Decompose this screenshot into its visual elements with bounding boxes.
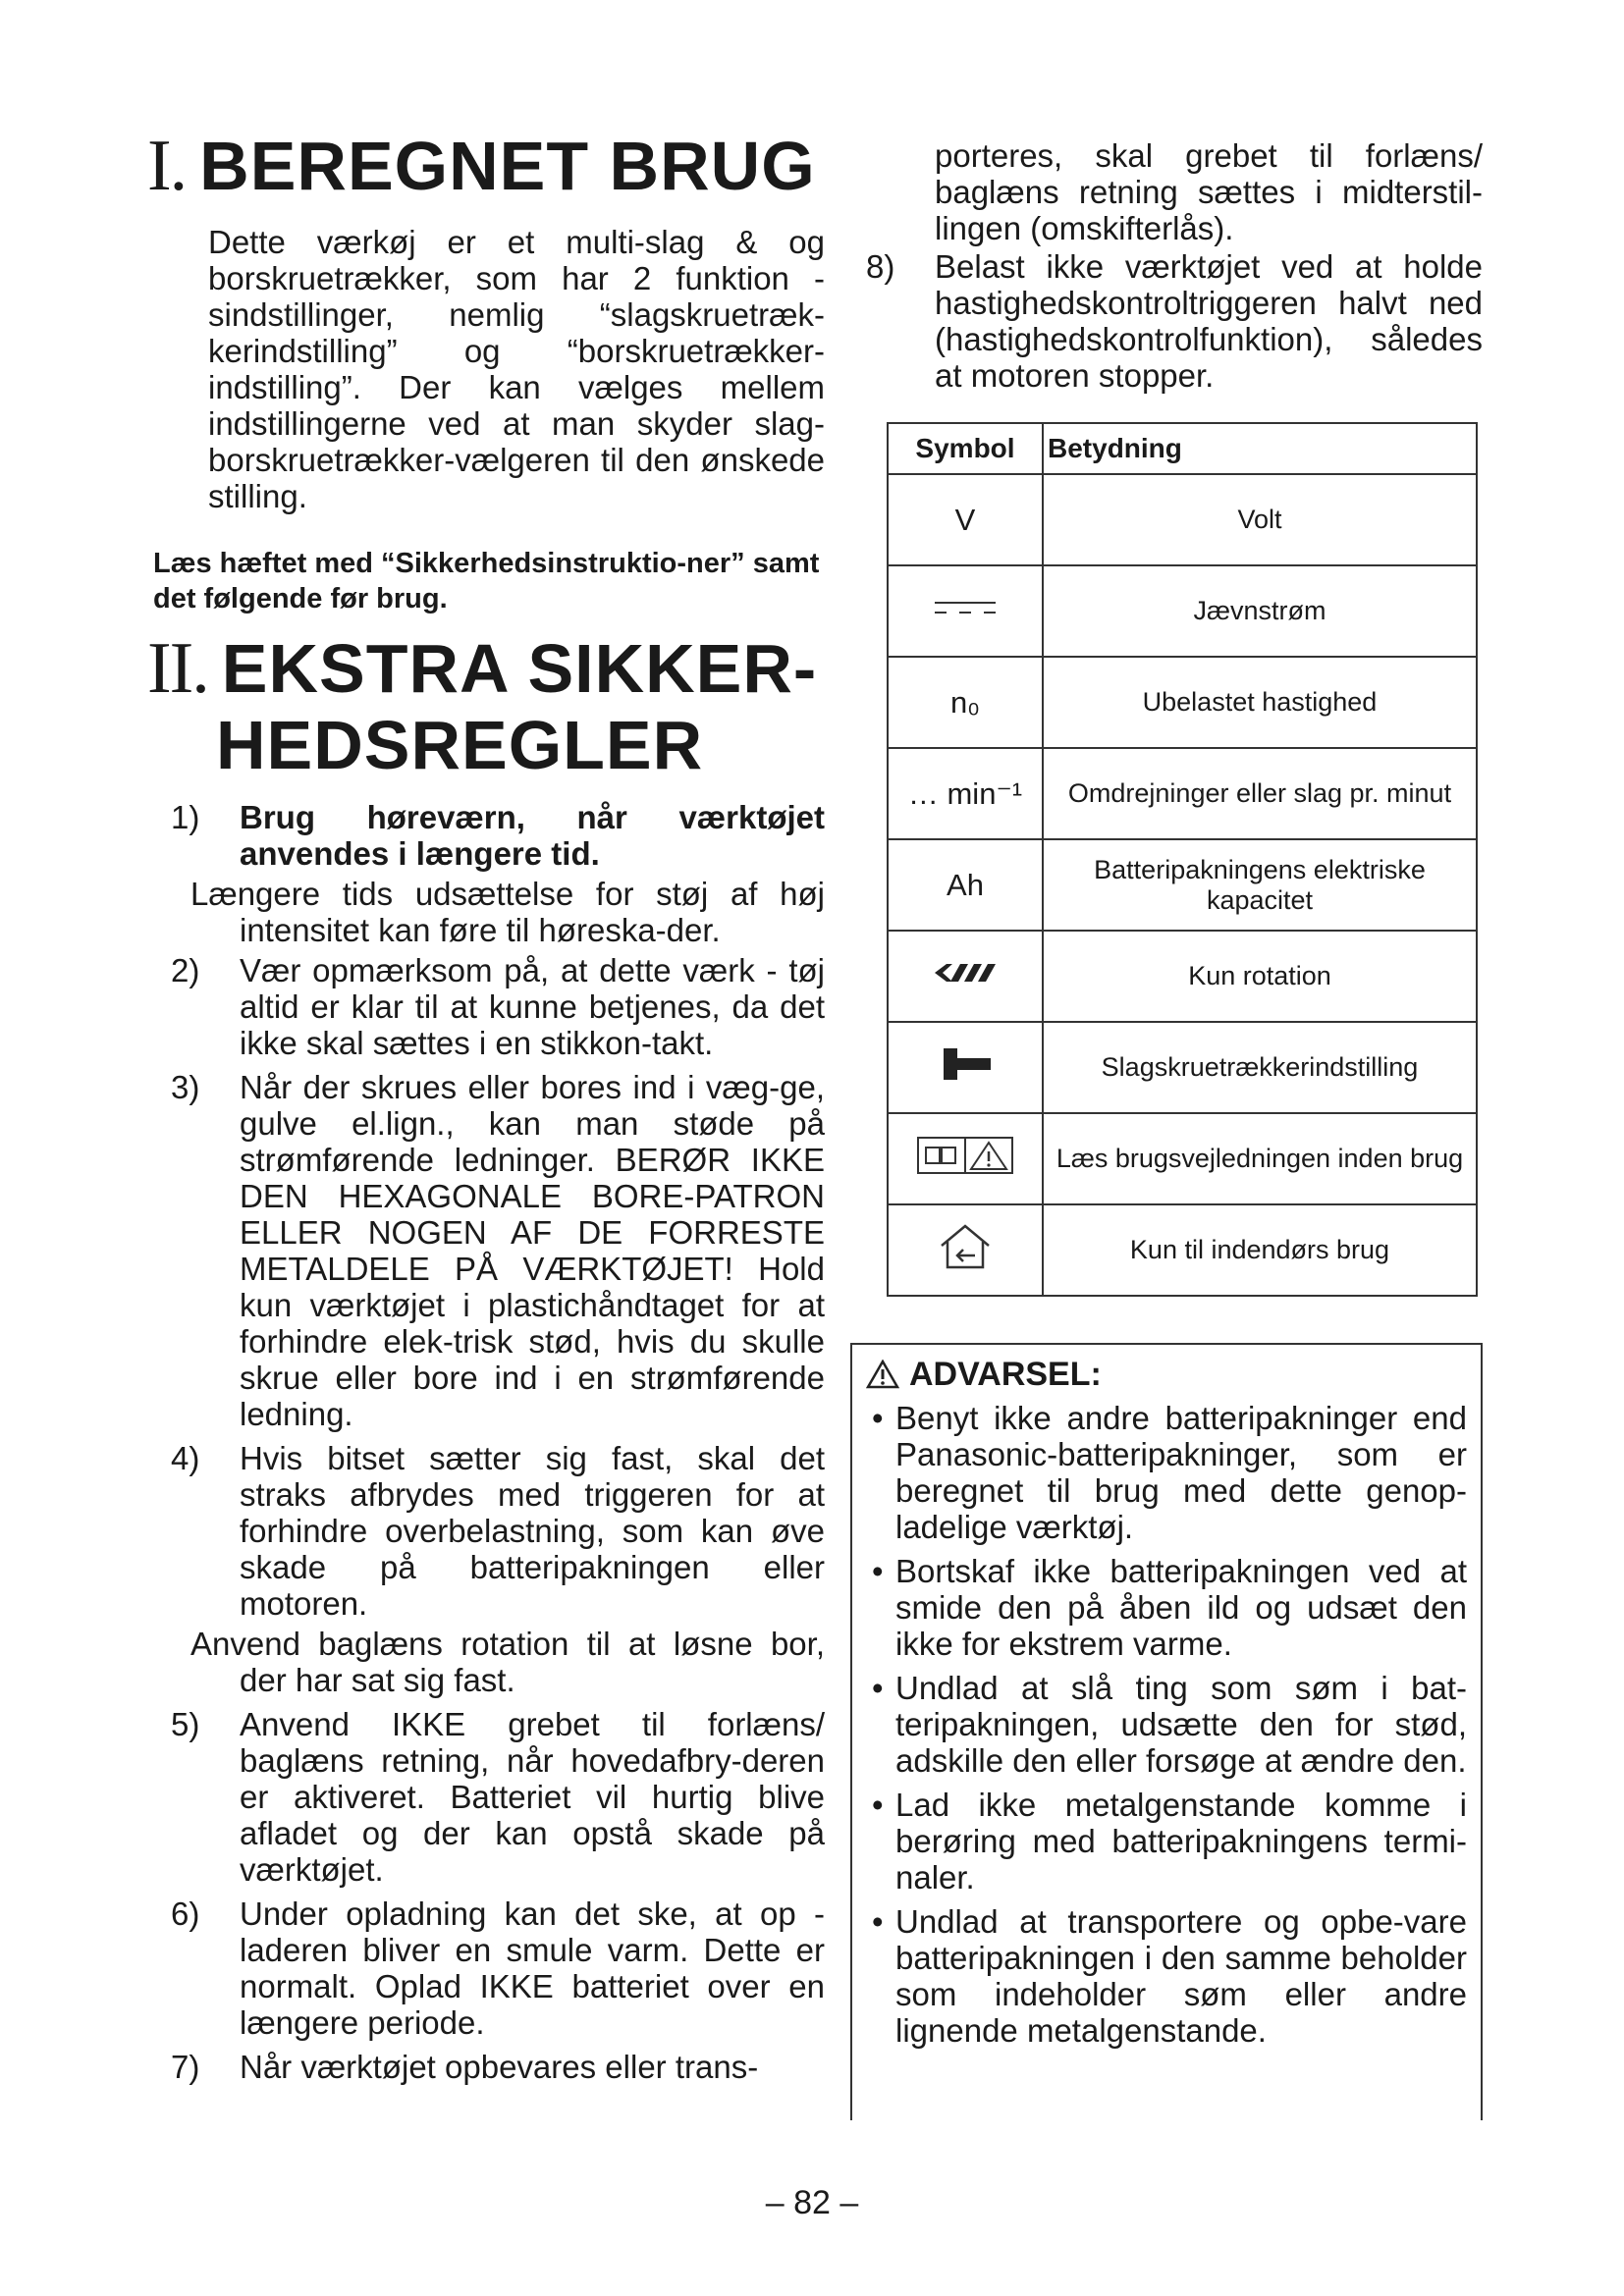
read-manual-warning-icon [916, 1134, 1014, 1177]
warning-bullet: • Bortskaf ikke batteripakningen ved at smide den på åben ild og udsæt den ikke for ekstrem varme. [862, 1553, 1467, 1662]
read-booklet-note: Læs hæftet med “Sikkerhedsinstruktio-ner” samt det følgende før brug. [153, 548, 820, 614]
symbol-cell: Ah [888, 839, 1043, 931]
list-item [147, 799, 825, 872]
symbol-cell: n₀ [888, 657, 1043, 748]
section-1-intro: Dette værkøj er et multi-slag & og borskruetrækker, som har 2 funktion - sindstillinger, nemlig “slagskruetræk-kerindstilling” og “borskruetrækker-indstilling”. Der kan vælges mellem indstillingerne ved at man skyder slag-borskruetrækker-vælgeren til den ønskede stilling. [208, 224, 825, 514]
item-number: 4) [171, 1440, 200, 1476]
item-bold-text: Brug høreværn, når værktøjet anvendes i længere tid. [240, 799, 825, 872]
list-item [147, 1069, 825, 1432]
item-text: Når der skrues eller bores ind i væg-ge, gulve el.lign., kan man støde på strømførende ledninger. BERØR IKKE DEN HEXAGONALE BORE-PATRON ELLER NOGEN AF DE FORRESTE METALDELE PÅ VÆRKTØJET! Hold kun værktøjet i plastichåndtaget for at forhindre elek-trisk stød, hvis du skulle skrue eller bore ind i en strømførende ledning. [240, 1069, 825, 1432]
item-number: 1) [171, 799, 200, 835]
item-number: 8) [866, 248, 895, 285]
symbol-cell: … min⁻¹ [888, 748, 1043, 839]
list-item [147, 1896, 825, 2041]
warning-title: ADVARSEL: [909, 1356, 1102, 1393]
warning-bullet: • Undlad at transportere og opbe-vare batteripakningen i den samme beholder som indeholder søm eller andre lignende metalgenstande. [862, 1903, 1467, 2049]
symbol-cell [888, 1022, 1043, 1113]
safety-list [147, 799, 825, 2085]
table-row [888, 1022, 1477, 1113]
warning-box [850, 1343, 1483, 2120]
symbol-cell [888, 931, 1043, 1022]
item-number: 3) [171, 1069, 200, 1105]
meaning-cell: Ubelastet hastighed [1043, 657, 1477, 748]
impact-hammer-icon [936, 1044, 995, 1084]
table-row [888, 657, 1477, 748]
page-number: – 82 – [765, 2184, 859, 2221]
section-2-heading [147, 630, 825, 783]
list-item [147, 1440, 825, 1622]
header-symbol: Symbol [888, 423, 1043, 474]
table-row [888, 1113, 1477, 1204]
direct-current-icon [931, 593, 1000, 622]
symbol-cell [888, 565, 1043, 657]
table-header-row [888, 423, 1477, 474]
item-number: 5) [171, 1706, 200, 1742]
item-number: 7) [171, 2049, 200, 2085]
meaning-cell: Kun rotation [1043, 931, 1477, 1022]
table-row [888, 748, 1477, 839]
meaning-cell: Slagskruetrækkerindstilling [1043, 1022, 1477, 1113]
item-text: Anvend IKKE grebet til forlæns/ baglæns retning, når hovedafbry-deren er aktiveret. Batteriet vil hurtig blive afladet og der kan opstå skade på værktøjet. [240, 1706, 825, 1888]
section-2-title-line1: EKSTRA SIKKER- [221, 630, 818, 707]
item-7-continuation: porteres, skal grebet til forlæns/ baglæns retning sættes i midterstil-lingen (omskifterlås). [935, 137, 1483, 246]
meaning-cell: Omdrejninger eller slag pr. minut [1043, 748, 1477, 839]
table-row [888, 474, 1477, 565]
item-text: Når værktøjet opbevares eller trans- [240, 2049, 759, 2085]
list-item [147, 952, 825, 1061]
warning-triangle-icon [866, 1360, 899, 1389]
list-item [854, 248, 1483, 394]
section-1-title: BEREGNET BRUG [199, 128, 816, 204]
meaning-cell: Batteripakningens elektriske kapacitet [1043, 839, 1477, 931]
meaning-cell: Læs brugsvejledningen inden brug [1043, 1113, 1477, 1204]
warning-bullet: • Lad ikke metalgenstande komme i berøring med batteripakningens termi-naler. [862, 1787, 1467, 1896]
table-row [888, 931, 1477, 1022]
item-text: Vær opmærksom på, at dette værk - tøj altid er klar til at kunne betjenes, da det ikke skal sættes i en stikkon-takt. [240, 952, 825, 1061]
section-2-title-line2: HEDSREGLER [216, 707, 704, 783]
symbol-cell [888, 1204, 1043, 1296]
section-1-heading [147, 128, 825, 204]
item-text: Under opladning kan det ske, at op - laderen bliver en smule varm. Dette er normalt. Oplad IKKE batteriet over en længere periode. [240, 1896, 825, 2041]
section-2-number: II. [147, 628, 208, 709]
symbol-table [887, 422, 1478, 1297]
symbol-cell: V [888, 474, 1043, 565]
meaning-cell: Jævnstrøm [1043, 565, 1477, 657]
header-meaning: Betydning [1043, 423, 1477, 474]
indoor-use-icon [936, 1222, 995, 1271]
item-number: 2) [171, 952, 200, 988]
item-number: 6) [171, 1896, 200, 1932]
warning-heading [866, 1355, 1481, 1394]
list-item [147, 1706, 825, 1888]
warning-bullet: • Benyt ikke andre batteripakninger end Panasonic-batteripakninger, som er beregnet til brug med dette genop-ladelige værktøj. [862, 1400, 1467, 1545]
rotation-only-icon [931, 958, 1000, 988]
list-item [147, 2049, 825, 2085]
meaning-cell: Volt [1043, 474, 1477, 565]
right-column [854, 137, 1483, 394]
item-4-subtext: Anvend baglæns rotation til at løsne bor, der har sat sig fast. [190, 1626, 825, 1698]
meaning-cell: Kun til indendørs brug [1043, 1204, 1477, 1296]
left-column [147, 128, 825, 2089]
section-1-number: I. [147, 126, 187, 206]
item-text: Belast ikke værktøjet ved at holde hastighedskontroltriggeren halvt ned (hastighedskontrolfunktion), således at motoren stopper. [935, 248, 1483, 394]
table-row [888, 1204, 1477, 1296]
table-row [888, 565, 1477, 657]
table-row [888, 839, 1477, 931]
item-text: Hvis bitset sætter sig fast, skal det straks afbrydes med triggeren for at forhindre overbelastning, som kan øve skade på batteripakningen eller motoren. [240, 1440, 825, 1622]
item-1-subtext: Længere tids udsættelse for støj af høj intensitet kan føre til høreska-der. [190, 876, 825, 948]
symbol-cell [888, 1113, 1043, 1204]
warning-bullet: • Undlad at slå ting som søm i bat-teripakningen, udsætte den for stød, adskille den eller forsøge at ændre den. [862, 1670, 1467, 1779]
